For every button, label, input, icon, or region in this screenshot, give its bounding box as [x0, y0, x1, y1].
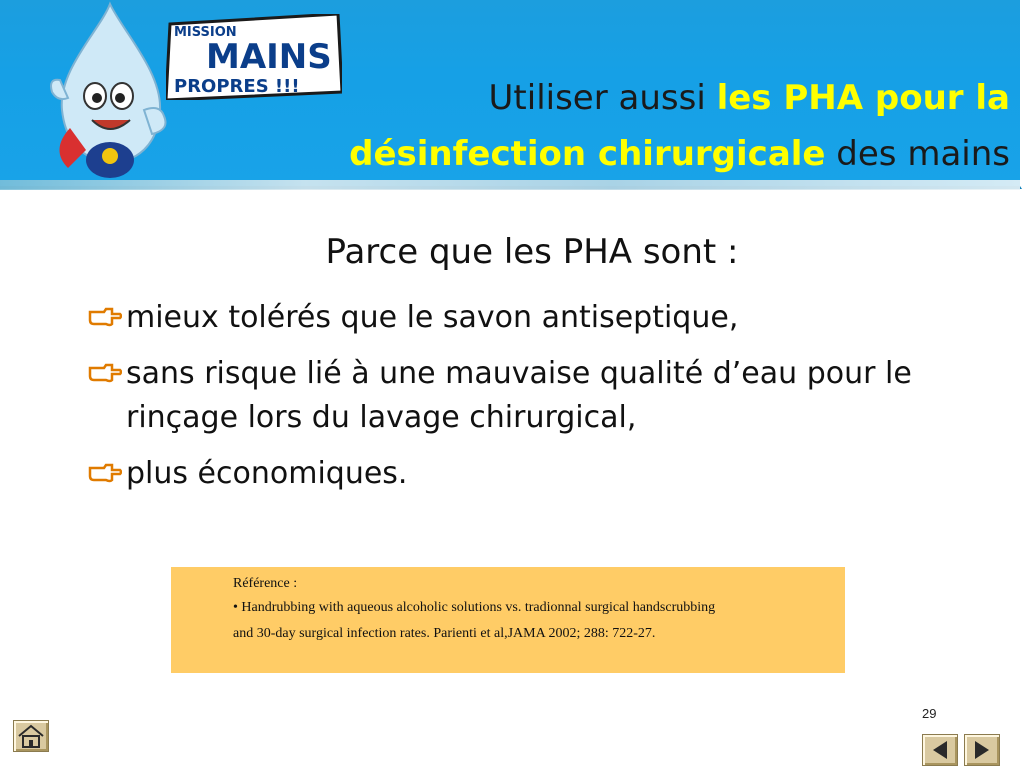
reference-label: Référence :	[233, 576, 298, 591]
bullet-text-1: mieux tolérés que le savon antiseptique,	[126, 300, 739, 335]
reference-box	[171, 567, 845, 673]
page-number: 29	[922, 706, 937, 721]
bullet-text-3: plus économiques.	[126, 456, 408, 491]
home-button[interactable]	[13, 720, 49, 752]
next-slide-button[interactable]	[964, 734, 1000, 766]
title-highlight-2: désinfection chirurgicale	[349, 134, 826, 174]
list-item	[88, 452, 948, 496]
title-highlight-1: les PHA pour la	[716, 78, 1010, 118]
reference-line-2: and 30-day surgical infection rates. Parienti et al,JAMA 2002; 288: 722-27.	[233, 626, 656, 641]
water-drop-mascot-icon	[40, 0, 180, 190]
bullet-list	[88, 296, 948, 508]
previous-slide-button[interactable]	[922, 734, 958, 766]
reference-text	[233, 575, 833, 647]
logo-text-mission: MISSION	[174, 25, 237, 40]
list-item	[88, 296, 948, 340]
pointing-hand-icon	[88, 306, 122, 328]
bullet-text-2: sans risque lié à une mauvaise qualité d’eau pour le rinçage lors du lavage chirurgical,	[126, 356, 912, 435]
slide-title	[250, 70, 1010, 182]
logo-text-propres: PROPRES !!!	[174, 76, 300, 97]
title-part2: des mains	[825, 134, 1010, 174]
reference-line-1: • Handrubbing with aqueous alcoholic solutions vs. tradionnal surgical handscrubbing	[233, 600, 716, 615]
pointing-hand-icon	[88, 362, 122, 384]
home-icon	[14, 721, 48, 751]
list-item	[88, 352, 948, 440]
pointing-hand-icon	[88, 462, 122, 484]
lead-text: Parce que les PHA sont :	[325, 232, 739, 272]
previous-arrow-icon	[923, 735, 957, 765]
next-arrow-icon	[965, 735, 999, 765]
logo-text-mains: MAINS	[206, 37, 332, 77]
title-part1: Utiliser aussi	[488, 78, 717, 118]
